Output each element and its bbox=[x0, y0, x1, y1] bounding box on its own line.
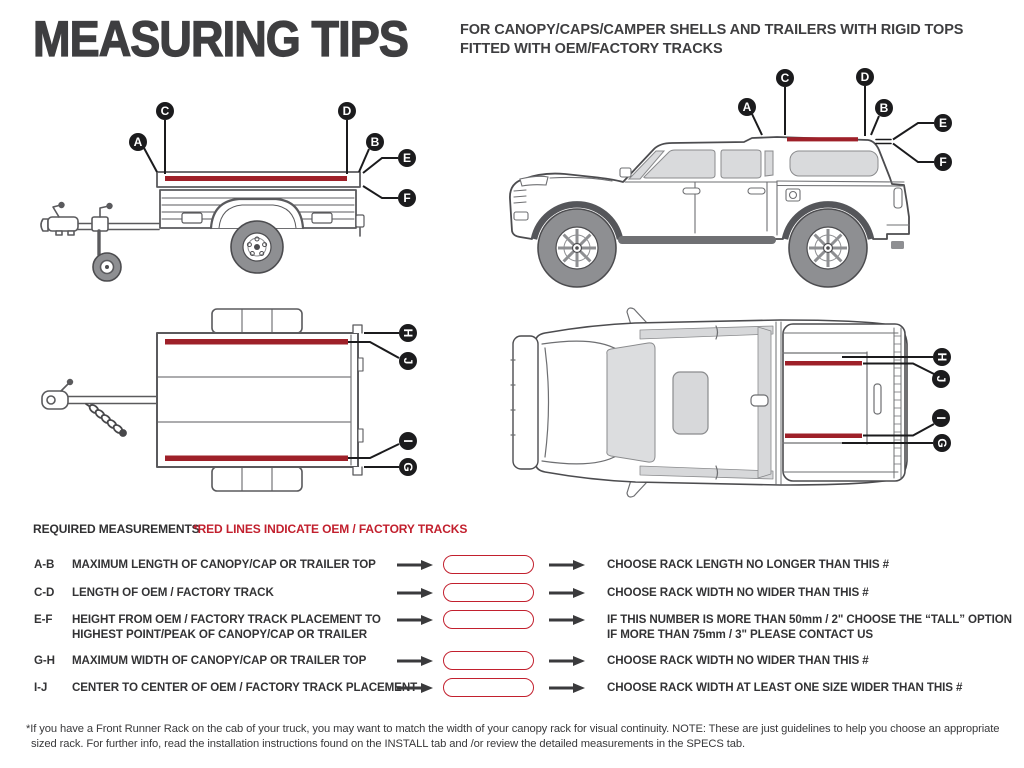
truck-top-track-red-line-bottom bbox=[785, 434, 862, 439]
truck-top-linework bbox=[511, 308, 907, 497]
truck-side-view-diagram bbox=[490, 65, 1020, 300]
callout-i: I bbox=[933, 416, 948, 420]
measurement-guidance: CHOOSE RACK WIDTH AT LEAST ONE SIZE WIDER THAN THIS # bbox=[607, 681, 963, 694]
red-lines-legend: *RED LINES INDICATE OEM / FACTORY TRACKS bbox=[193, 522, 468, 536]
truck-top-view-diagram bbox=[490, 300, 1020, 510]
trailer-top-track-red-line-bottom bbox=[165, 456, 348, 462]
measurement-description: MAXIMUM WIDTH OF CANOPY/CAP OR TRAILER TOP bbox=[72, 654, 367, 667]
callout-g: G bbox=[934, 438, 949, 448]
footnote-line-2: sized rack. For further info, read the installation instructions found on the INSTALL tab and /or review the detailed measurements in the SPECS tab. bbox=[31, 738, 746, 750]
callout-j: J bbox=[400, 357, 415, 365]
subtitle-line-2: FITTED WITH OEM/FACTORY TRACKS bbox=[460, 41, 723, 57]
footnote-line-1: *If you have a Front Runner Rack on the cab of your truck, you may want to match the width of your canopy rack for visual continuity. NOTE: These are just guidelines to help you choose an appropriate bbox=[26, 723, 1000, 735]
trailer-top-linework bbox=[42, 309, 363, 491]
arrow-right-icon bbox=[549, 587, 585, 599]
measurement-code: A-B bbox=[34, 558, 55, 571]
trailer-top-view-diagram bbox=[30, 300, 470, 510]
callout-h: H bbox=[934, 352, 949, 362]
measurement-guidance: CHOOSE RACK WIDTH NO WIDER THAN THIS # bbox=[607, 586, 869, 599]
callout-h: H bbox=[400, 328, 415, 338]
callout-f: F bbox=[403, 191, 411, 206]
callout-d: D bbox=[342, 104, 352, 119]
truck-glass bbox=[629, 150, 878, 179]
trailer-wheel bbox=[231, 221, 283, 273]
callout-b: B bbox=[879, 101, 889, 116]
canopy-window bbox=[790, 151, 878, 176]
callout-c: C bbox=[780, 71, 790, 86]
measurement-value-box[interactable] bbox=[443, 555, 534, 574]
arrow-right-icon bbox=[397, 682, 433, 694]
arrow-right-icon bbox=[549, 614, 585, 626]
callout-i: I bbox=[400, 439, 415, 443]
footnote bbox=[26, 722, 999, 752]
arrow-right-icon bbox=[549, 682, 585, 694]
measurements-heading: REQUIRED MEASUREMENTS bbox=[33, 522, 200, 536]
measurement-value-box[interactable] bbox=[443, 678, 534, 697]
measurement-value-box[interactable] bbox=[443, 610, 534, 629]
arrow-right-icon bbox=[549, 655, 585, 667]
arrow-right-icon bbox=[397, 614, 433, 626]
measurement-description: HEIGHT FROM OEM / FACTORY TRACK PLACEMENT TO HIGHEST POINT/PEAK OF CANOPY/CAP OR TRAILER bbox=[72, 613, 381, 641]
measurement-code: E-F bbox=[34, 613, 53, 626]
subtitle-line-1: FOR CANOPY/CAPS/CAMPER SHELLS AND TRAILERS WITH RIGID TOPS bbox=[460, 22, 964, 38]
arrow-right-icon bbox=[397, 587, 433, 599]
arrow-right-icon bbox=[397, 655, 433, 667]
measurement-guidance: CHOOSE RACK WIDTH NO WIDER THAN THIS # bbox=[607, 654, 869, 667]
trailer-side-track-red-line bbox=[165, 176, 347, 181]
callout-a: A bbox=[742, 100, 752, 115]
trailer-side-linework bbox=[41, 172, 364, 281]
arrow-right-icon bbox=[549, 559, 585, 571]
callout-e: E bbox=[938, 116, 948, 131]
callout-a: A bbox=[133, 135, 143, 150]
callout-c: C bbox=[160, 104, 170, 119]
measurement-description: MAXIMUM LENGTH OF CANOPY/CAP OR TRAILER TOP bbox=[72, 558, 376, 571]
callout-b: B bbox=[370, 135, 380, 150]
measurement-value-box[interactable] bbox=[443, 651, 534, 670]
callout-f: F bbox=[939, 155, 947, 170]
measurement-guidance: CHOOSE RACK LENGTH NO LONGER THAN THIS # bbox=[607, 558, 889, 571]
trailer-side-view-diagram bbox=[30, 95, 470, 300]
callout-j: J bbox=[933, 375, 948, 383]
measurement-code: C-D bbox=[34, 586, 55, 599]
callout-e: E bbox=[402, 151, 412, 166]
measurement-code: G-H bbox=[34, 654, 55, 667]
page-title: MEASURING TIPS bbox=[33, 11, 408, 67]
measurement-description: LENGTH OF OEM / FACTORY TRACK bbox=[72, 586, 274, 599]
page-subtitle bbox=[460, 21, 963, 59]
measurement-value-box[interactable] bbox=[443, 583, 534, 602]
truck-top-callouts bbox=[932, 348, 951, 452]
callout-g: G bbox=[400, 462, 415, 472]
arrow-right-icon bbox=[397, 559, 433, 571]
measurement-guidance: IF THIS NUMBER IS MORE THAN 50mm / 2" CHOOSE THE “TALL” OPTION IF MORE THAN 75mm / 3" PLEASE CONTACT US bbox=[607, 613, 1012, 641]
trailer-top-track-red-line-top bbox=[165, 339, 348, 345]
truck-top-track-red-line-top bbox=[785, 361, 862, 366]
callout-d: D bbox=[860, 70, 870, 85]
measurement-description: CENTER TO CENTER OF OEM / FACTORY TRACK PLACEMENT bbox=[72, 681, 418, 694]
measurement-code: I-J bbox=[34, 681, 48, 694]
trailer-top-callouts bbox=[399, 324, 417, 476]
truck-side-track-red-line bbox=[787, 137, 858, 141]
